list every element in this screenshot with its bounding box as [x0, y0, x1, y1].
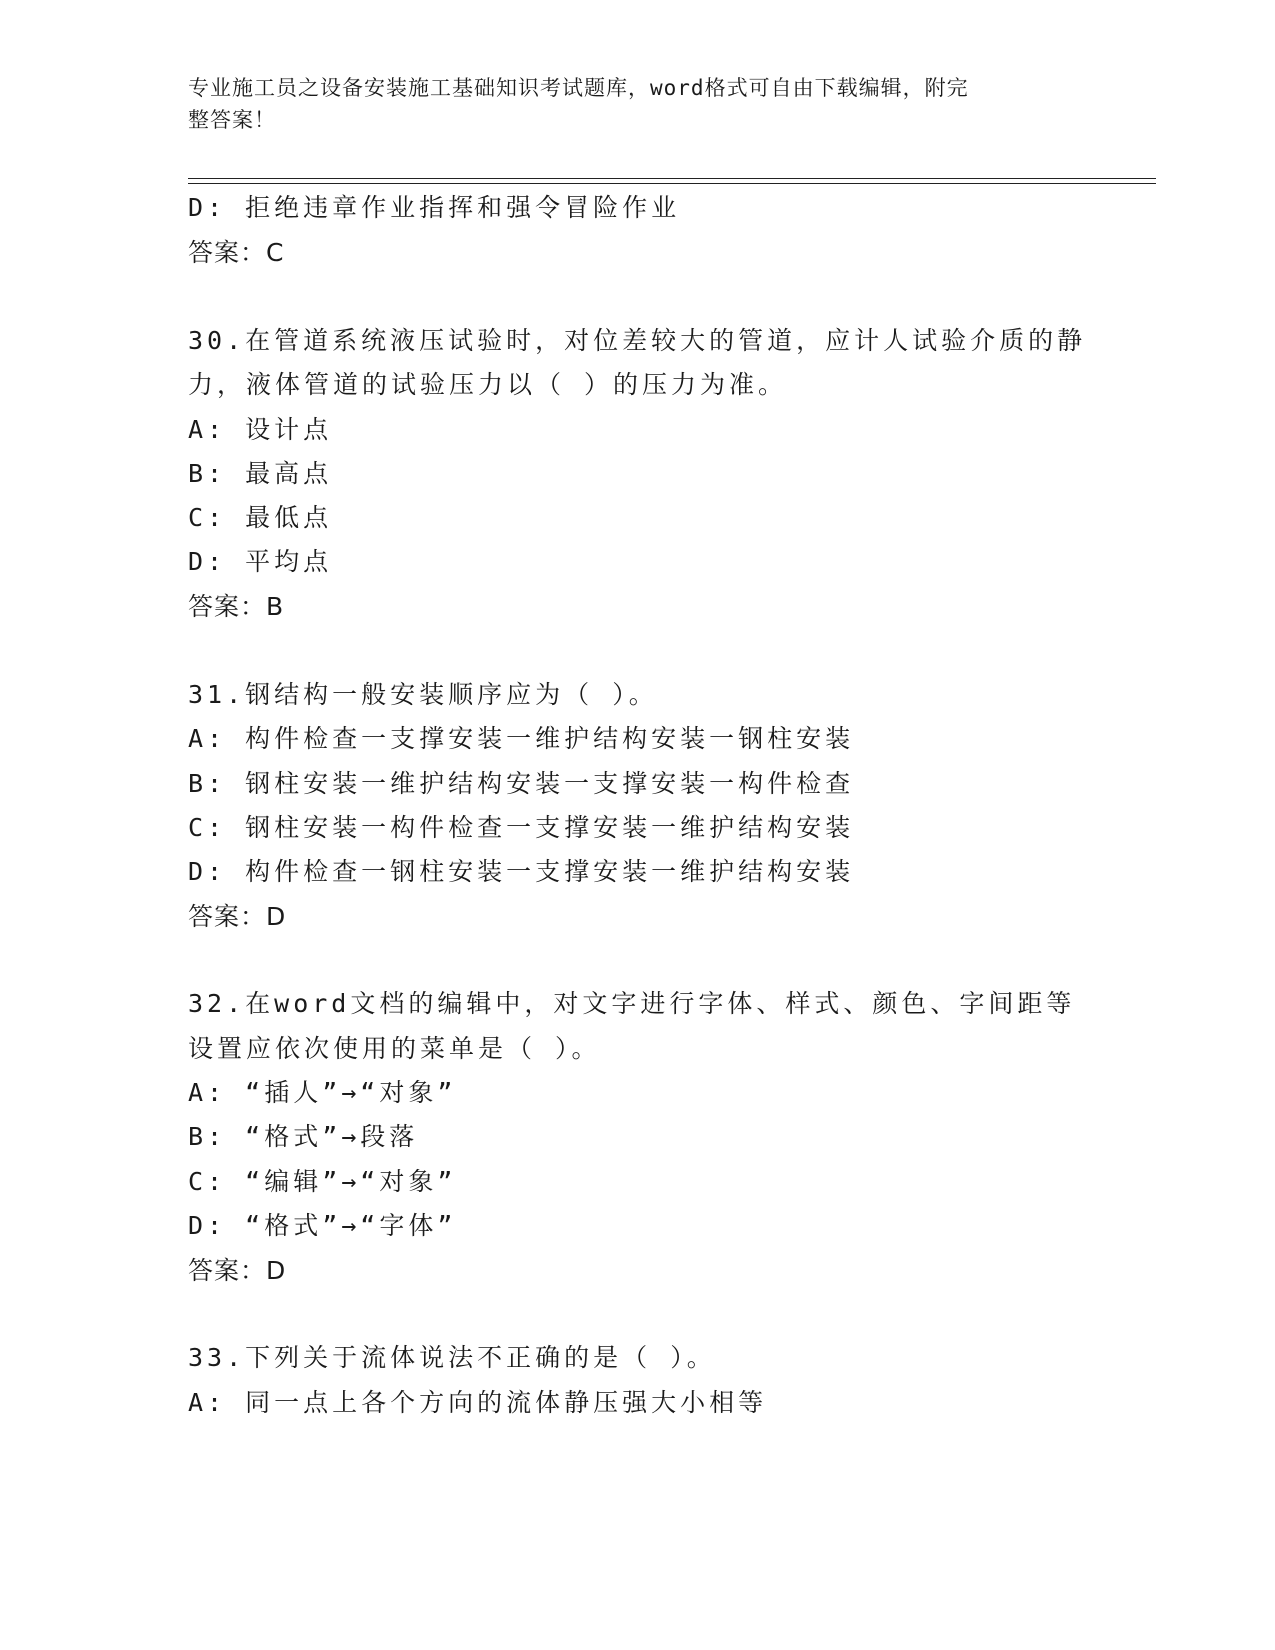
header-line-2: 整答案！	[188, 108, 276, 132]
q31-option-c: C: 钢柱安装一构件检查一支撑安装一维护结构安装	[188, 813, 855, 842]
prev-option-d: D: 拒绝违章作业指挥和强令冒险作业	[188, 193, 681, 222]
q33-option-a: A: 同一点上各个方向的流体静压强大小相等	[188, 1388, 768, 1417]
q30-option-d: D: 平均点	[188, 547, 333, 576]
q30-stem-line-2: 力，液体管道的试验压力以（ ）的压力为准。	[188, 370, 788, 399]
q32-option-d: D: “格式”→“字体”	[188, 1211, 457, 1240]
q32-option-a: A: “插人”→“对象”	[188, 1078, 457, 1107]
q30-option-a: A: 设计点	[188, 415, 333, 444]
q32-stem-line-1: 32.在word文档的编辑中，对文字进行字体、样式、颜色、字间距等	[188, 989, 1076, 1018]
document-header	[188, 72, 1068, 136]
q30-option-c: C: 最低点	[188, 503, 333, 532]
q30-option-b: B: 最高点	[188, 459, 333, 488]
q30-answer: 答案：B	[188, 592, 285, 621]
header-divider-top	[188, 178, 1156, 179]
q31-option-d: D: 构件检查一钢柱安装一支撑安装一维护结构安装	[188, 857, 855, 886]
q32-stem-line-2: 设置应依次使用的菜单是（ ）。	[188, 1034, 601, 1063]
q32-option-b: B: “格式”→段落	[188, 1122, 419, 1151]
q33-stem-line-1: 33.下列关于流体说法不正确的是（ ）。	[188, 1343, 716, 1372]
q32-answer: 答案：D	[188, 1256, 287, 1285]
q31-option-b: B: 钢柱安装一维护结构安装一支撑安装一构件检查	[188, 769, 855, 798]
q31-answer: 答案：D	[188, 902, 287, 931]
header-divider-bottom	[188, 183, 1156, 184]
q31-stem-line-1: 31.钢结构一般安装顺序应为（ ）。	[188, 680, 658, 709]
header-line-1: 专业施工员之设备安装施工基础知识考试题库，word格式可自由下载编辑，附完	[188, 76, 969, 100]
prev-answer: 答案：C	[188, 238, 285, 267]
q31-option-a: A: 构件检查一支撑安装一维护结构安装一钢柱安装	[188, 724, 855, 753]
q30-stem-line-1: 30.在管道系统液压试验时，对位差较大的管道，应计人试验介质的静	[188, 326, 1087, 355]
q32-option-c: C: “编辑”→“对象”	[188, 1167, 457, 1196]
